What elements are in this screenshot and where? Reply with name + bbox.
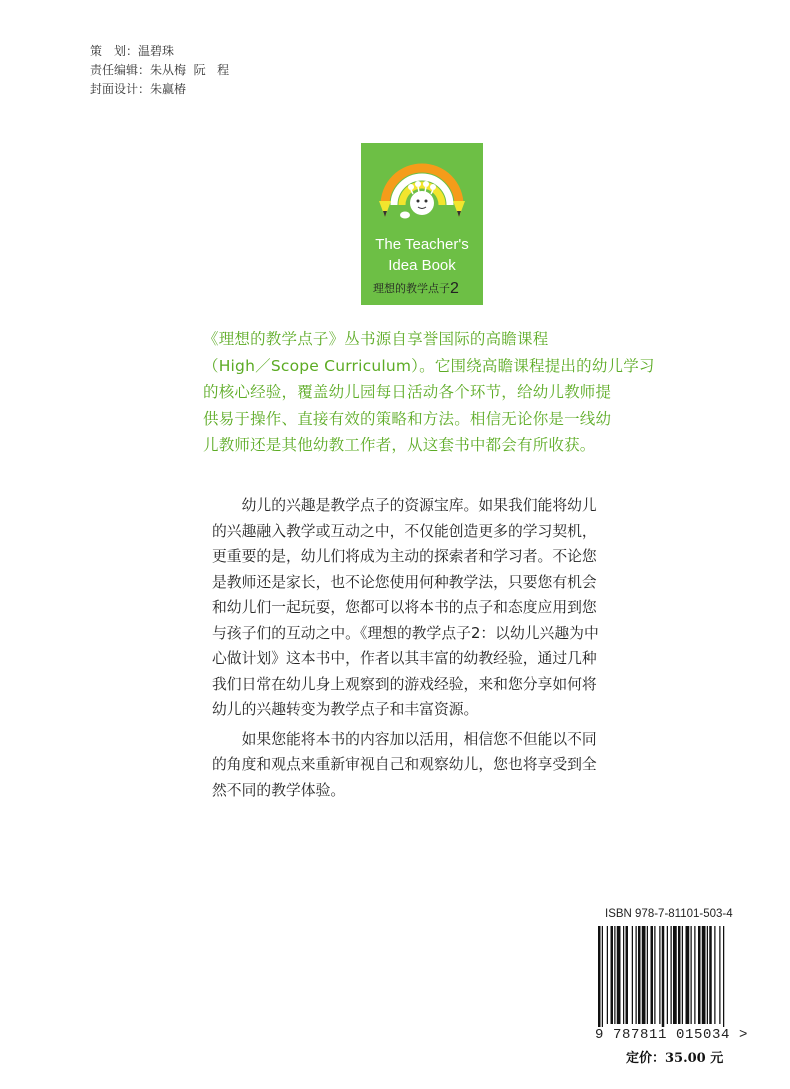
description-line: 然不同的教学体验。 xyxy=(212,781,346,799)
barcode-bars xyxy=(588,924,758,1040)
isbn-number: ISBN 978-7-81101-503-4 xyxy=(605,908,733,920)
logo-subtitle-text: 理想的教学点子 xyxy=(373,282,450,295)
credit-value: 朱从梅 阮 程 xyxy=(150,63,230,77)
credit-planner xyxy=(90,42,229,61)
description-line: 更重要的是，幼儿们将成为主动的探索者和学习者。不论您 xyxy=(212,548,597,565)
price-label: 定价：35.00 元 xyxy=(626,1051,724,1066)
credit-label: 封面设计： xyxy=(90,82,151,96)
barcode-bar xyxy=(611,926,614,1024)
logo-title-line1: The Teacher's xyxy=(375,236,469,253)
description-line: 幼儿的兴趣转变为教学点子和丰富资源。 xyxy=(212,701,479,718)
barcode-bar xyxy=(709,926,712,1024)
barcode-bar xyxy=(659,926,660,1024)
barcode-bar xyxy=(626,926,629,1024)
barcode-bar xyxy=(671,926,672,1024)
credit-value: 温碧珠 xyxy=(138,44,175,58)
logo-subtitle xyxy=(373,280,459,298)
barcode-bar xyxy=(642,926,646,1024)
credit-label: 责任编辑： xyxy=(90,63,151,77)
barcode-bar xyxy=(723,926,724,1030)
credit-label: 策 划： xyxy=(90,44,139,58)
book-description xyxy=(212,493,612,803)
description-line: 幼儿的兴趣是教学点子的资源宝库。如果我们能将幼儿 xyxy=(212,497,597,514)
barcode-bar xyxy=(607,926,608,1024)
barcode-bar xyxy=(617,926,621,1024)
barcode-bar xyxy=(702,926,706,1024)
credits-block xyxy=(90,42,229,99)
barcode-bar xyxy=(651,926,654,1024)
barcode-bar xyxy=(682,926,683,1024)
description-line: 的角度和观点来重新审视自己和观察幼儿，您也将享受到全 xyxy=(212,756,597,773)
intro-line: 供易于操作、直接有效的策略和方法。相信无论你是一线幼 xyxy=(203,409,612,428)
barcode-bar xyxy=(636,926,637,1024)
barcode xyxy=(588,924,758,1040)
barcode-bar xyxy=(698,926,701,1024)
description-line: 是教师还是家长，也不论您使用何种教学法，只要您有机会 xyxy=(212,573,597,591)
barcode-bar xyxy=(673,926,677,1024)
barcode-bar xyxy=(667,926,668,1024)
credit-editor xyxy=(90,61,229,80)
credit-value: 朱赢椿 xyxy=(150,82,187,96)
description-line: 心做计划》这本书中，作者以其丰富的幼教经验，通过几种 xyxy=(212,650,597,667)
intro-line: （High／Scope Curriculum）。它围绕高瞻课程提出的幼儿学习 xyxy=(203,356,655,375)
barcode-bar xyxy=(662,926,665,1030)
barcode-bar xyxy=(678,926,681,1024)
credit-designer xyxy=(90,80,229,99)
intro-line: 的核心经验，覆盖幼儿园每日活动各个环节，给幼儿教师提 xyxy=(203,383,612,401)
barcode-bar xyxy=(654,926,655,1024)
barcode-bar xyxy=(714,926,715,1024)
barcode-bar xyxy=(686,926,690,1024)
barcode-bar xyxy=(632,926,633,1024)
barcode-bar xyxy=(602,926,603,1030)
barcode-bar xyxy=(691,926,692,1024)
barcode-bar xyxy=(719,926,720,1024)
barcode-bar xyxy=(694,926,695,1024)
intro-line: 儿教师还是其他幼教工作者，从这套书中都会有所收获。 xyxy=(203,436,596,454)
barcode-bar xyxy=(598,926,601,1030)
series-logo xyxy=(361,143,483,305)
description-line: 如果您能将本书的内容加以活用，相信您不但能以不同 xyxy=(212,730,597,748)
logo-volume-number: 2 xyxy=(450,280,459,297)
intro-line: 《理想的教学点子》丛书源自享誉国际的高瞻课程 xyxy=(203,330,549,348)
description-line: 我们日常在幼儿身上观察到的游戏经验，来和您分享如何将 xyxy=(212,675,597,693)
logo-title-line2: Idea Book xyxy=(388,257,456,274)
description-line: 与孩子们的互动之中。《理想的教学点子2：以幼儿兴趣为中 xyxy=(212,624,599,642)
barcode-bar xyxy=(638,926,641,1024)
series-introduction xyxy=(203,326,655,459)
barcode-bar xyxy=(614,926,615,1024)
description-line: 和幼儿们一起玩耍，您都可以将本书的点子和态度应用到您 xyxy=(212,599,597,616)
description-line: 的兴趣融入教学或互动之中，不仅能创造更多的学习契机， xyxy=(212,522,597,540)
barcode-bar xyxy=(647,926,648,1024)
barcode-bar xyxy=(623,926,624,1024)
barcode-digits: 9 787811 015034 > xyxy=(595,1027,749,1043)
barcode-bar xyxy=(707,926,708,1024)
